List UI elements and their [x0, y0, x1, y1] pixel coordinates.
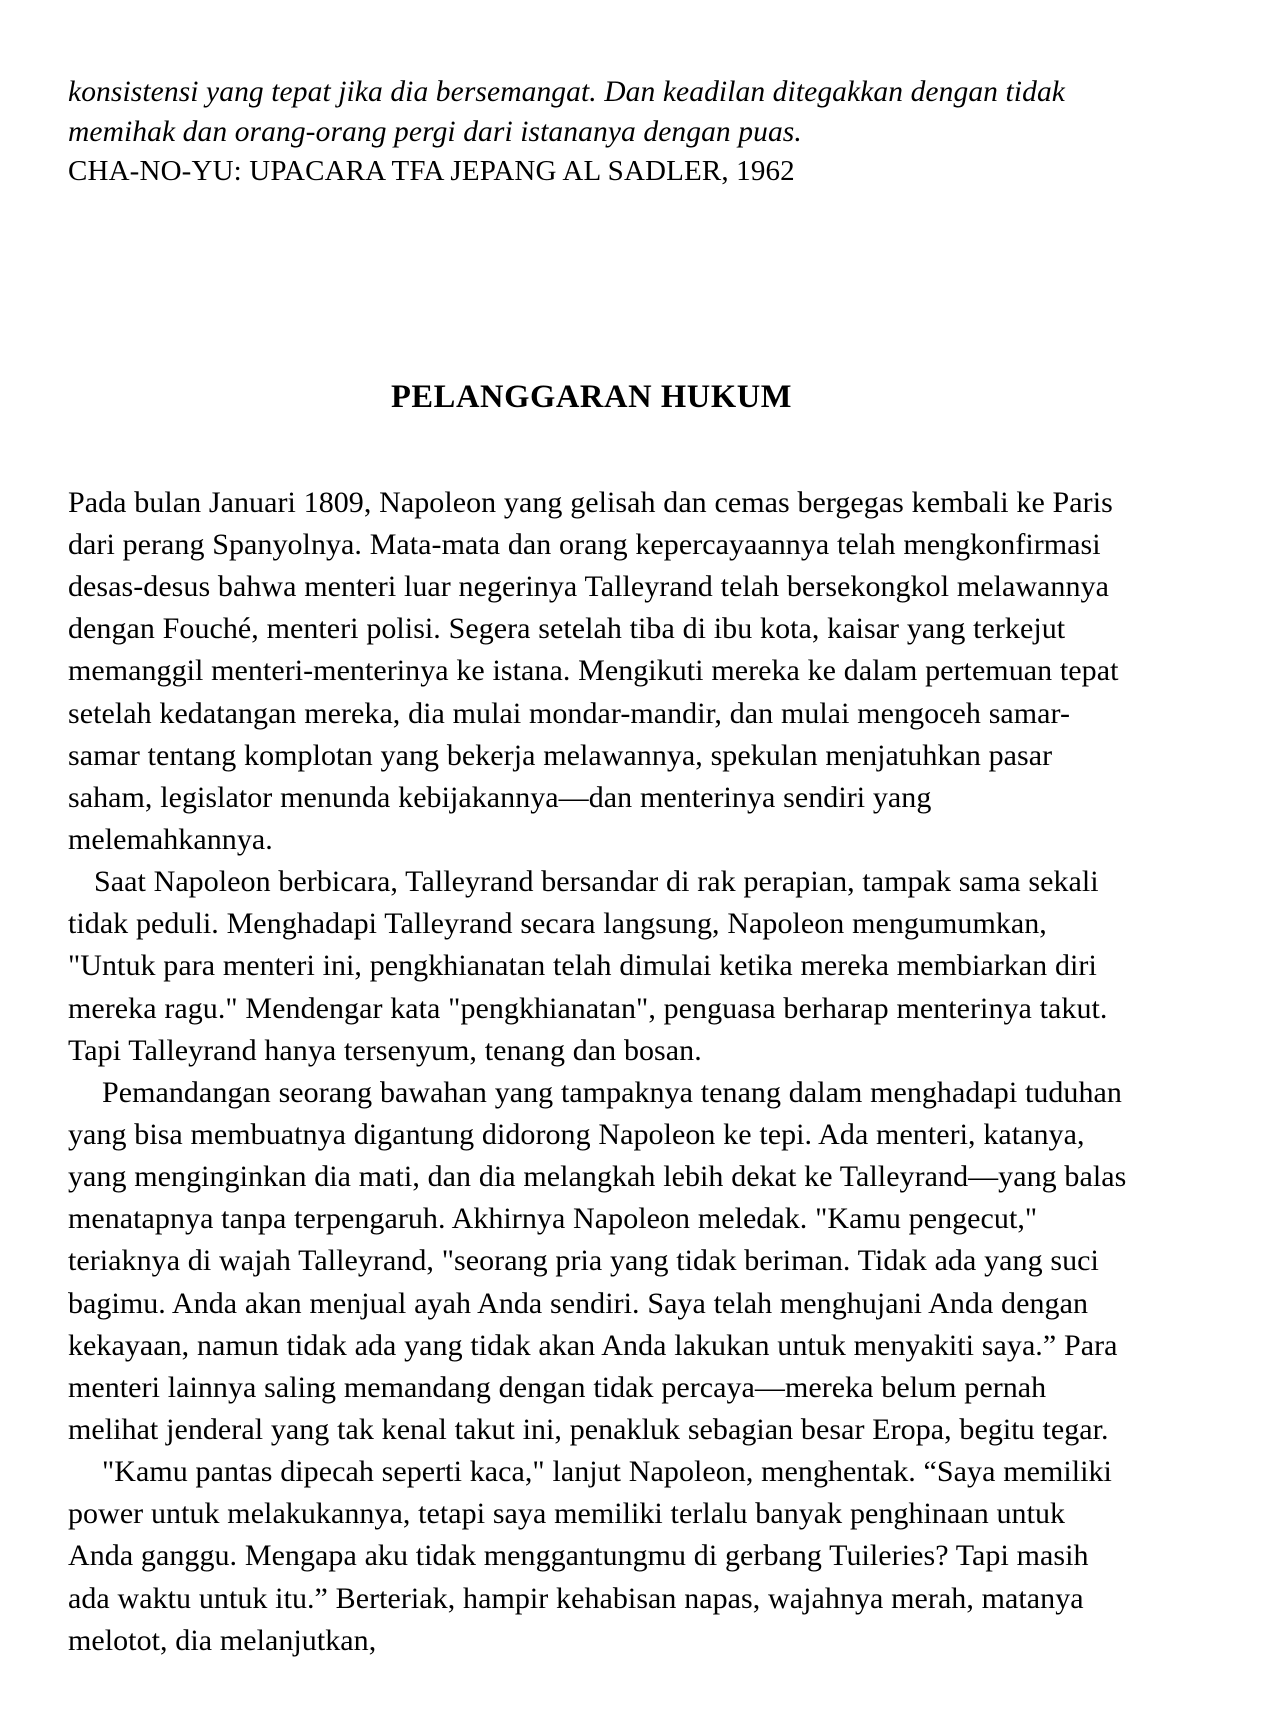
section-heading: PELANGGARAN HUKUM — [390, 378, 793, 415]
body-text-container — [68, 482, 1130, 1662]
paragraph-3: Pemandangan seorang bawahan yang tampaknya tenang dalam menghadapi tuduhan yang bisa membuatnya digantung didorong Napoleon ke tepi. Ada menteri, katanya, yang menginginkan dia mati, dan dia melangkah lebih dekat ke Talleyrand—yang balas menatapnya tanpa terpengaruh. Akhirnya Napoleon meledak. "Kamu pengecut," teriaknya di wajah Talleyrand, "seorang pria yang tidak beriman. Tidak ada yang suci bagimu. Anda akan menjual ayah Anda sendiri. Saya telah menghujani Anda dengan kekayaan, namun tidak ada yang tidak akan Anda lakukan untuk menyakiti saya.” Para menteri lainnya saling memandang dengan tidak percaya—mereka belum pernah melihat jenderal yang tak kenal takut ini, penakluk sebagian besar Eropa, begitu tegar. — [68, 1075, 1127, 1446]
paragraph-1: Pada bulan Januari 1809, Napoleon yang gelisah dan cemas bergegas kembali ke Paris dari perang Spanyolnya. Mata-mata dan orang kepercayaannya telah mengkonfirmasi desas-desus bahwa menteri luar negerinya Talleyrand telah bersekongkol melawannya dengan Fouché, menteri polisi. Segera setelah tiba di ibu kota, kaisar yang terkejut memanggil menteri-menterinya ke istana. Mengikuti mereka ke dalam pertemuan tepat setelah kedatangan mereka, dia mulai mondar-mandir, dan mulai mengoceh samar-samar tentang komplotan yang bekerja melawannya, spekulan menjatuhkan pasar saham, legislator menunda kebijakannya—dan menterinya sendiri yang melemahkannya. — [68, 485, 1119, 857]
body-spacer — [68, 416, 1155, 482]
epigraph-quote: konsistensi yang tepat jika dia bersemangat. Dan keadilan ditegakkan dengan tidak memihak dan orang-orang pergi dari istananya dengan puas. — [68, 76, 1065, 149]
paragraph-4: "Kamu pantas dipecah seperti kaca," lanjut Napoleon, menghentak. “Saya memiliki power untuk melakukannya, tetapi saya memiliki terlalu banyak penghinaan untuk Anda ganggu. Mengapa aku tidak menggantungmu di gerbang Tuileries? Tapi masih ada waktu untuk itu.” Berteriak, hampir kehabisan napas, wajahnya merah, matanya melotot, dia melanjutkan, — [68, 1455, 1112, 1657]
heading-spacer — [68, 191, 1155, 379]
paragraph-2: Saat Napoleon berbicara, Talleyrand bersandar di rak perapian, tampak sama sekali tidak peduli. Menghadapi Talleyrand secara langsung, Napoleon mengumumkan, "Untuk para menteri ini, pengkhianatan telah dimulai ketika mereka membiarkan diri mereka ragu." Mendengar kata "pengkhianatan", penguasa berharap menterinya takut. Tapi Talleyrand hanya tersenyum, tenang dan bosan. — [68, 865, 1108, 1067]
epigraph-block — [68, 72, 1155, 191]
epigraph-source: CHA-NO-YU: UPACARA TFA JEPANG AL SADLER, 1962 — [68, 155, 795, 188]
